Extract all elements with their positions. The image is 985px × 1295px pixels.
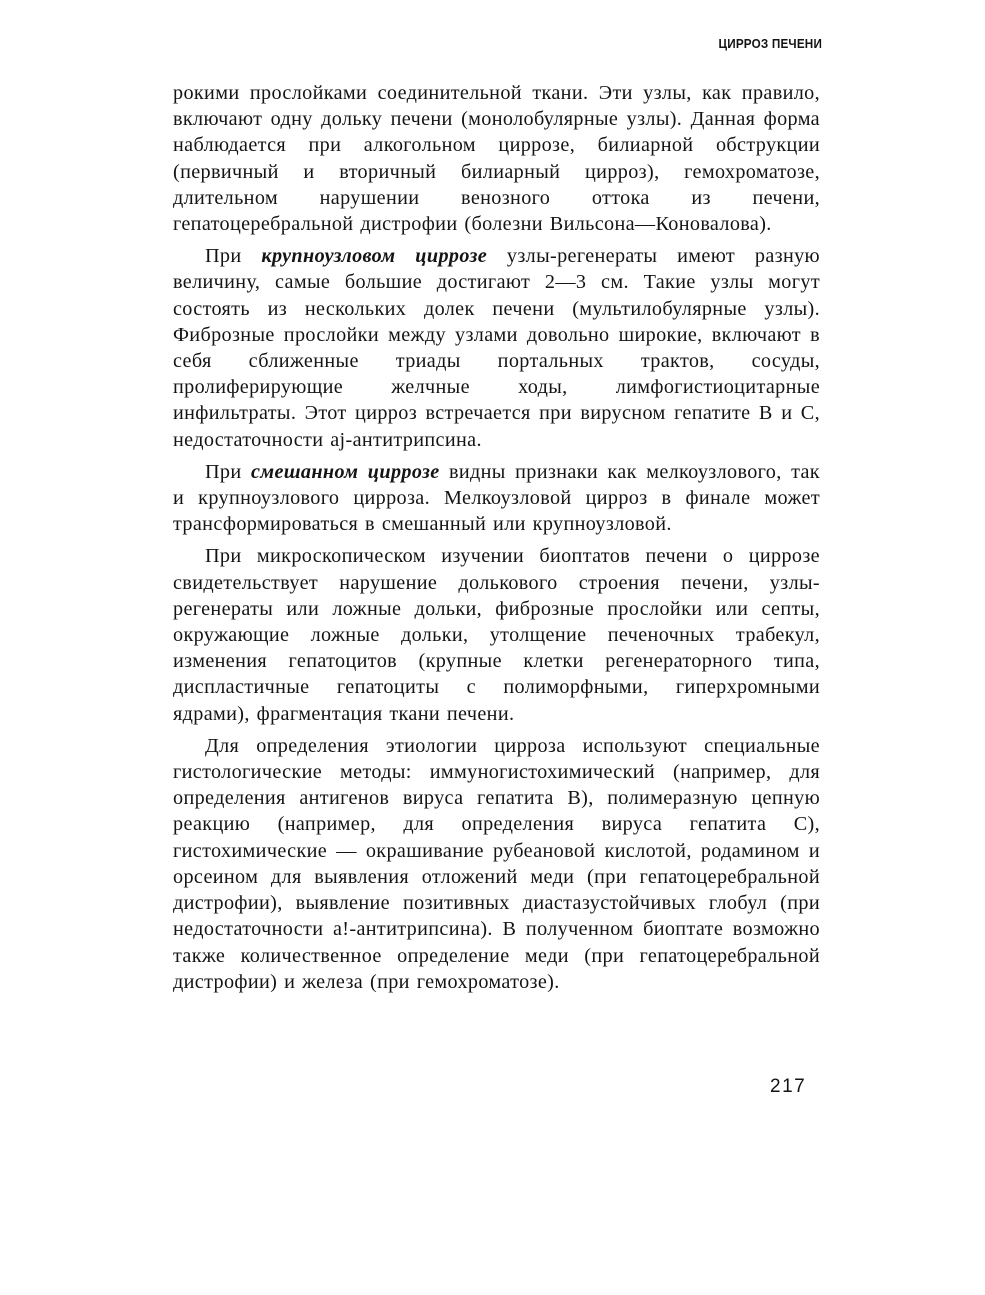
paragraph-4 bbox=[173, 543, 820, 726]
paragraph-1-text: рокими прослойками соединительной ткани. Эти узлы, как правило, включают одну дольку печени (монолобулярные узлы). Данная форма наблюдается при алкогольном циррозе, билиарной обструкции (первичный и вторичный билиарный цирроз), гемохроматозе, длительном нарушении венозного оттока из печени, гепатоцеребральной дистрофии (болезни Вильсона—Коновалова). bbox=[173, 82, 820, 236]
body-text bbox=[173, 80, 820, 1001]
paragraph-3 bbox=[173, 459, 820, 538]
paragraph-4-text: При микроскопическом изучении биоптатов печени о циррозе свидетельствует нарушение долькового строения печени, узлы-регенераты или ложные дольки, фиброзные прослойки или септы, окружающие ложные дольки, утолщение печеночных трабекул, изменения гепатоцитов (крупные клетки регенераторного типа, диспластичные гепатоциты с полиморфными, гиперхромными ядрами), фрагментация ткани печени. bbox=[173, 545, 820, 725]
paragraph-3-text: видны признаки как мелкоузлового, так и крупноузлового цирроза. Мелкоузловой цирроз в финале может трансформироваться в смешанный или крупноузловой. bbox=[173, 460, 820, 536]
term-macronodular-cirrhosis: крупноузловом циррозе bbox=[261, 245, 488, 268]
paragraph-1 bbox=[173, 80, 820, 237]
paragraph-2 bbox=[173, 243, 820, 453]
paragraph-5 bbox=[173, 733, 820, 995]
paragraph-2-text: узлы-регенераты имеют разную величину, самые большие достигают 2—3 см. Такие узлы могут состоять из нескольких долек печени (мультилобулярные узлы). Фиброзные прослойки между узлами довольно широкие, включают в себя сближенные триады портальных трактов, сосуды, пролиферирующие желчные ходы, лимфогистиоцитарные инфильтраты. Этот цирроз встречается при вирусном гепатите B и C, недостаточности aj-антитрипсина. bbox=[173, 245, 820, 451]
running-header: ЦИРРОЗ ПЕЧЕНИ bbox=[718, 36, 822, 51]
page-number: 217 bbox=[770, 1076, 807, 1097]
paragraph-2-lead: При bbox=[205, 245, 262, 268]
paragraph-3-lead: При bbox=[205, 460, 251, 483]
term-mixed-cirrhosis: смешанном циррозе bbox=[250, 460, 440, 483]
paragraph-5-text: Для определения этиологии цирроза используют специальные гистологические методы: иммуногистохимический (например, для определения антигенов вируса гепатита B), полимеразную цепную реакцию (например, для определения вируса гепатита C), гистохимические — окрашивание рубеановой кислотой, родамином и орсеином для выявления отложений меди (при гепатоцеребральной дистрофии), выявление позитивных диастазустойчивых глобул (при недостаточности a!-антитрипсина). В полученном биоптате возможно также количественное определение меди (при гепатоцеребральной дистрофии) и железа (при гемохроматозе). bbox=[173, 734, 820, 993]
